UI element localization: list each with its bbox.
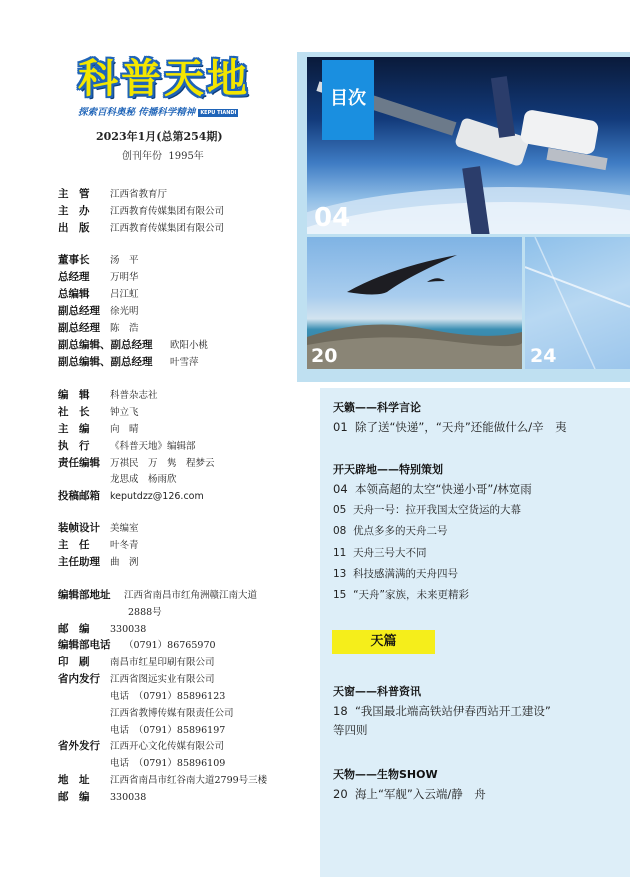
seabirds-photo	[307, 237, 522, 369]
credit-label: 主任助理	[58, 556, 100, 568]
credit-value: 江西开心文化传媒有限公司	[110, 741, 225, 752]
credit-label: 地 址	[58, 774, 90, 786]
credit-value: 万祺民 万 隽 程梦云	[110, 458, 215, 469]
credit-row	[58, 186, 167, 201]
toc-entry-title: 优点多多的天舟二号	[353, 525, 448, 537]
credit-value: 江西教育传媒集团有限公司	[110, 223, 225, 234]
toc-entry[interactable]	[333, 523, 448, 538]
toc-entry-page: 11	[333, 547, 347, 559]
credit-row	[58, 688, 225, 702]
credit-value: 330038	[110, 792, 147, 803]
credit-row	[58, 587, 257, 602]
credit-row	[58, 772, 267, 787]
credit-label: 装帧设计	[58, 522, 100, 534]
credit-value: 汤 平	[110, 255, 139, 266]
credit-label: 总编辑	[58, 288, 90, 300]
credit-row	[58, 654, 215, 669]
credit-label: 副总经理	[58, 305, 100, 317]
seabirds-illustration	[307, 237, 522, 369]
credit-label: 责任编辑	[58, 457, 100, 469]
credit-row	[58, 488, 204, 503]
toc-entry-page: 04	[333, 482, 348, 496]
toc-entry-title: 天舟三号大不同	[353, 547, 427, 559]
credit-label: 主 编	[58, 423, 90, 435]
toc-entry-title: 本领高超的太空“快递小哥”/林宽雨	[354, 482, 532, 496]
credit-label: 主 任	[58, 539, 90, 551]
credit-row	[58, 537, 139, 552]
toc-entry[interactable]	[333, 419, 567, 435]
toc-entry-title: 科技感满满的天舟四号	[353, 568, 459, 580]
credit-value: 江西省图远实业有限公司	[110, 674, 215, 685]
toc-section-heading: 天物——生物SHOW	[333, 768, 438, 781]
founded-label: 创刊年份	[122, 151, 162, 162]
credit-row	[58, 286, 139, 301]
credit-label: 出 版	[58, 222, 90, 234]
credit-label: 社 长	[58, 406, 90, 418]
toc-entry[interactable]	[333, 545, 427, 560]
toc-entry-page: 08	[333, 525, 347, 537]
toc-section-heading: 开天辟地——特别策划	[333, 463, 443, 476]
credit-row	[58, 387, 158, 402]
credit-value: 2888号	[128, 607, 162, 618]
toc-entry[interactable]	[333, 566, 458, 581]
slogan-text: 探索百科奥秘 传播科学精神	[78, 107, 196, 118]
credit-row	[58, 320, 139, 335]
credit-label: 邮 编	[58, 623, 90, 635]
toc-entry-page: 05	[333, 504, 347, 516]
toc-entry-page: 18	[333, 704, 348, 718]
credit-value: 徐光明	[110, 306, 139, 317]
credit-value: 南昌市红星印刷有限公司	[110, 657, 215, 668]
credit-row	[58, 404, 139, 419]
credit-value: 江西省教育厅	[110, 189, 168, 200]
credit-value: 吕江虹	[110, 289, 139, 300]
credit-row	[58, 252, 139, 267]
credit-value: 电话 （0791）85896109	[110, 758, 226, 769]
slogan	[78, 104, 238, 118]
credit-label: 印 刷	[58, 656, 90, 668]
toc-entry[interactable]	[333, 481, 532, 497]
founded	[122, 147, 204, 162]
credit-value: 向 晴	[110, 424, 139, 435]
credit-value: 曲 洌	[110, 557, 139, 568]
credit-row	[58, 554, 139, 569]
credit-row	[58, 671, 215, 686]
credit-value: 叶雪萍	[170, 357, 199, 368]
credit-value: 钟立飞	[110, 407, 139, 418]
slogan-badge: KEPU TIANDI	[200, 109, 237, 116]
credit-value: 美编室	[110, 523, 139, 534]
credit-value: 叶冬青	[110, 540, 139, 551]
credit-value: 《科普天地》编辑部	[110, 441, 196, 452]
toc-entry-page: 20	[333, 787, 348, 801]
issue-date: 2023年1月(总第254期)	[96, 130, 223, 143]
credit-row	[58, 269, 139, 284]
credit-row	[58, 203, 224, 218]
credit-label: 编辑部电话	[58, 639, 111, 651]
toc-badge: 目次	[322, 60, 374, 140]
toc-section-heading: 天籁——科学言论	[333, 401, 421, 414]
credit-row	[58, 755, 225, 769]
credit-row	[58, 220, 224, 235]
toc-section-heading: 天窗——科普资讯	[333, 685, 421, 698]
credit-value: 江西省教博传媒有限责任公司	[110, 708, 234, 719]
credit-row	[58, 789, 146, 804]
credit-value: 陈 浩	[110, 323, 139, 334]
toc-entry-page: 15	[333, 589, 347, 601]
toc-entry-title: 天舟一号：拉开我国太空货运的大幕	[353, 504, 522, 516]
toc-entry[interactable]	[333, 786, 486, 802]
credit-label: 副总编辑、副总经理	[58, 356, 153, 368]
magazine-logo	[78, 55, 253, 103]
credit-label: 省外发行	[58, 740, 100, 752]
credit-label: 编辑部地址	[58, 589, 111, 601]
editorial-phone: （0791）86765970	[124, 640, 216, 651]
credit-label: 执 行	[58, 440, 90, 452]
credit-label: 邮 编	[58, 791, 90, 803]
credit-row	[58, 621, 146, 636]
credit-value: 欧阳小桃	[170, 340, 209, 351]
credit-value: 电话 （0791）85896123	[110, 691, 226, 702]
credit-row	[58, 738, 224, 753]
credit-value: 龙思成 杨雨欣	[110, 474, 177, 485]
credit-value: 万明华	[110, 272, 139, 283]
credit-row	[58, 722, 225, 736]
toc-entry-title: 海上“军舰”入云端/静 舟	[354, 787, 486, 801]
toc-entry[interactable]	[333, 502, 521, 517]
founded-year: 1995年	[168, 151, 204, 162]
credit-value: 330038	[110, 624, 147, 635]
submission-email: keputdzz@126.com	[110, 491, 204, 502]
credit-row	[58, 438, 196, 453]
credit-value: 科普杂志社	[110, 390, 158, 401]
credit-row	[58, 421, 139, 436]
toc-entry-title: “我国最北端高铁站伊春西站开工建设”	[354, 704, 551, 718]
credit-label: 编 辑	[58, 389, 90, 401]
photo-page-number[interactable]: 24	[530, 345, 557, 367]
photo-page-number[interactable]: 20	[311, 345, 338, 367]
credit-row	[58, 471, 177, 485]
part-tab: 天篇	[332, 630, 435, 654]
credit-row	[58, 637, 216, 652]
credit-row	[58, 520, 139, 535]
credit-row	[58, 354, 199, 369]
credit-value: 江西教育传媒集团有限公司	[110, 206, 225, 217]
credit-label: 投稿邮箱	[58, 490, 100, 502]
credit-label: 副总经理	[58, 322, 100, 334]
toc-entry-title: “天舟”家族，未来更精彩	[353, 589, 469, 601]
credit-label: 省内发行	[58, 673, 100, 685]
credit-value: 江西省南昌市红角洲赣江南大道	[124, 590, 258, 601]
credit-label: 主 办	[58, 205, 90, 217]
toc-entry-page: 13	[333, 568, 347, 580]
credit-row	[58, 604, 162, 618]
photo-page-number[interactable]: 04	[314, 203, 351, 233]
credit-row	[58, 705, 234, 719]
credit-value: 电话 （0791）85896197	[110, 725, 226, 736]
credit-row	[58, 455, 215, 470]
toc-entry-continuation: 等四则	[333, 723, 368, 737]
credit-row	[58, 337, 208, 352]
credit-row	[58, 303, 139, 318]
toc-entry[interactable]	[333, 587, 469, 602]
toc-entry[interactable]	[333, 703, 551, 719]
credit-value: 江西省南昌市红谷南大道2799号三楼	[110, 775, 268, 786]
toc-entry-page: 01	[333, 420, 348, 434]
credit-label: 董事长	[58, 254, 90, 266]
credit-label: 主 管	[58, 188, 90, 200]
toc-entry-title: 除了送“快递”，“天舟”还能做什么/辛 夷	[354, 420, 567, 434]
credit-label: 副总编辑、副总经理	[58, 339, 153, 351]
logo-text: 科普天地	[78, 56, 250, 102]
credit-label: 总经理	[58, 271, 90, 283]
